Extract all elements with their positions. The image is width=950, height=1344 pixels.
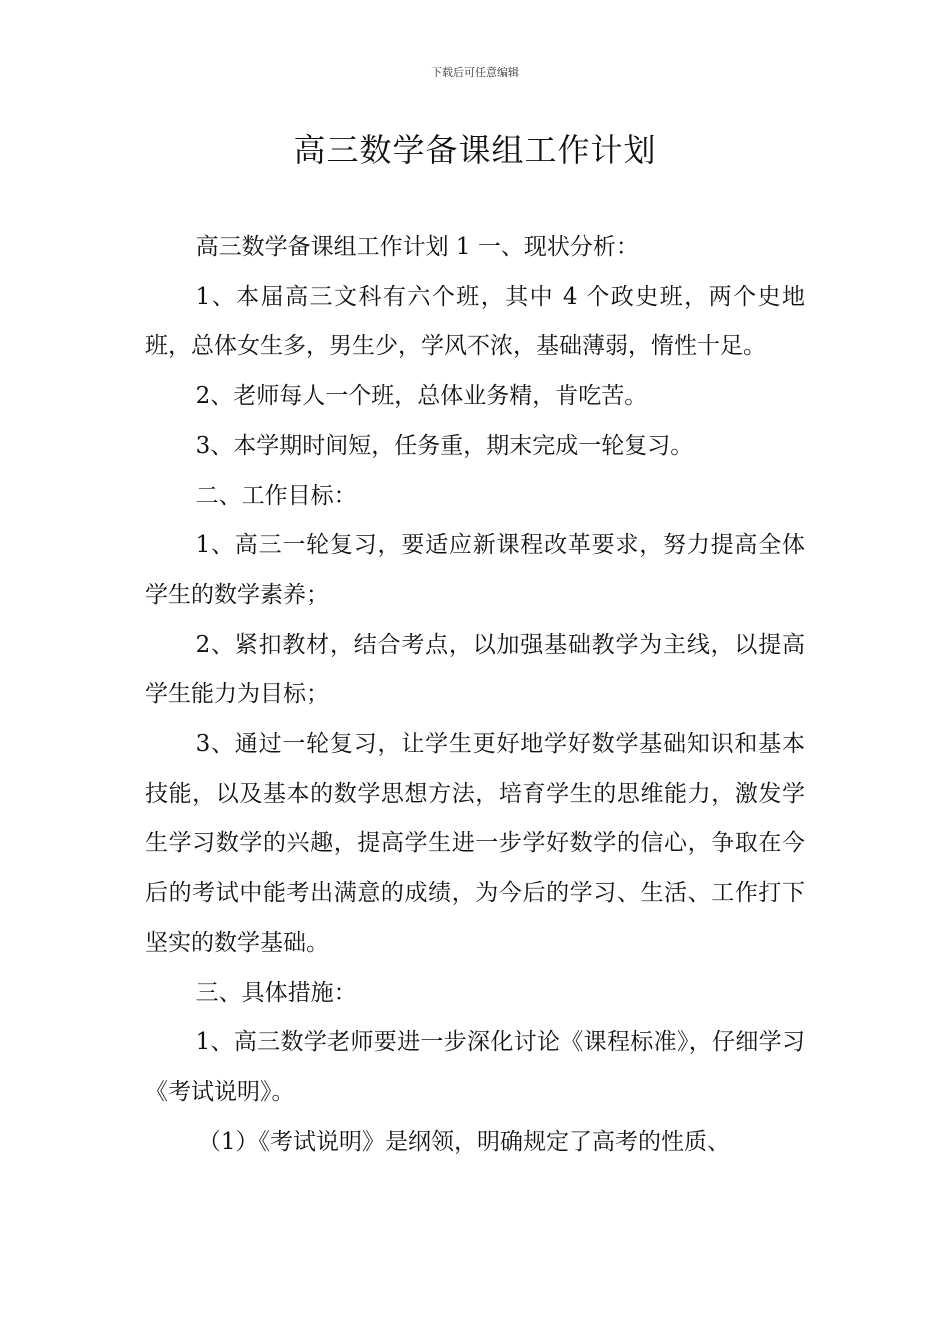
paragraph-status-2: 2、老师每人一个班，总体业务精，肯吃苦。 [195,383,648,410]
section-heading-goals: 二、工作目标： [195,482,357,509]
paragraph-goal-3: 3、通过一轮复习，让学生更好地学好数学基础知识和基本技能，以及基本的数学思想方法，培育学生的思维能力，激发学生学习数学的兴趣，提高学生进一步学好数学的信心，争取在今后的考试中能考出满意的成绩，为今后的学习、生活、工作打下坚实的数学基础。 [145,731,805,956]
document-title: 高三数学备课组工作计划 [293,131,657,169]
paragraph-status-1: 1、本届高三文科有六个班，其中 4 个政史班，两个史地班，总体女生多，男生少，学风不浓，基础薄弱，惰性十足。 [145,283,805,360]
document-body [145,223,805,1167]
section-heading-measures: 三、具体措施： [195,979,357,1006]
header-note: 下载后可任意编辑 [431,66,519,79]
paragraph-intro-heading: 高三数学备课组工作计划 1 一、现状分析： [195,234,639,260]
paragraph-status-3: 3、本学期时间短，任务重，期末完成一轮复习。 [195,432,694,459]
paragraph-measure-1-sub-1: （1）《考试说明》是纲领，明确规定了高考的性质、 [197,1128,731,1155]
paragraph-goal-2: 2、紧扣教材，结合考点，以加强基础教学为主线，以提高学生能力为目标； [145,631,805,708]
paragraph-goal-1: 1、高三一轮复习，要适应新课程改革要求，努力提高全体学生的数学素养； [145,532,805,608]
paragraph-measure-1: 1、高三数学老师要进一步深化讨论《课程标准》，仔细学习《考试说明》。 [145,1029,805,1105]
